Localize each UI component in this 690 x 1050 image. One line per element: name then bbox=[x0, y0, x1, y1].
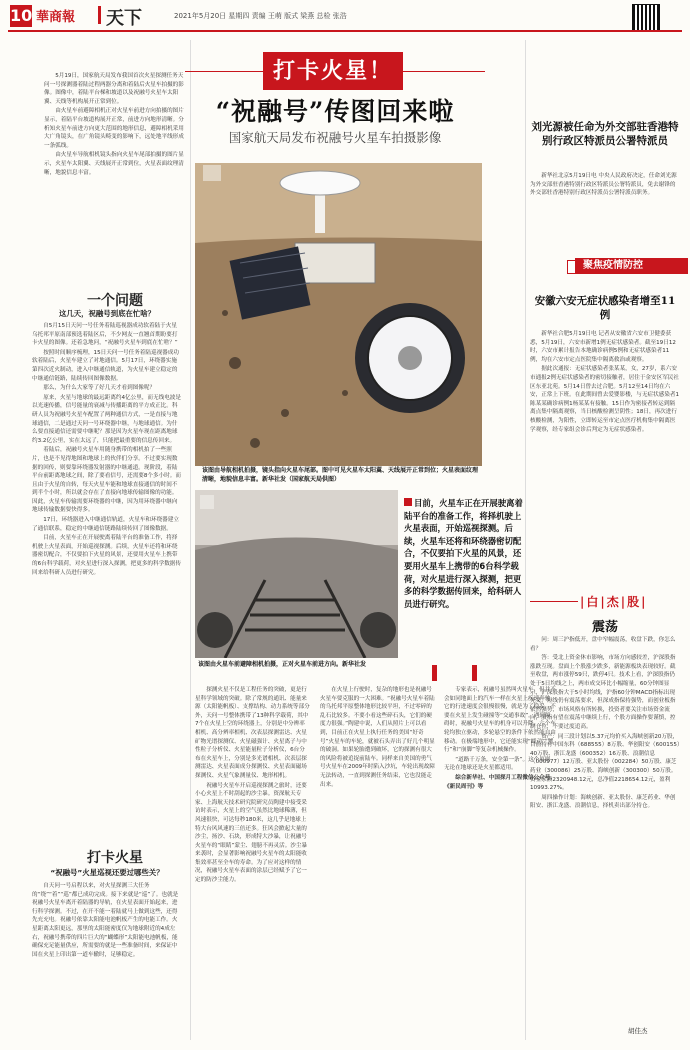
article-body bbox=[32, 322, 182, 837]
paragraph: 那么，为什么大家等了好几天才看到图像呢？ bbox=[43, 385, 156, 392]
lead-paragraph: 5月19日，国家航天局发布我国首次火星探测任务天问一号探测器着陆过程两器分离和着陆后火星车拍摄的影像。图像中，着陆平台梯和坡道以及祝融号火星车太阳翼、天线等机构展开正常到位。 bbox=[44, 73, 184, 105]
column-label: |白|杰|股| bbox=[580, 595, 648, 609]
paragraph: 17日，环绕器进入中继通信轨道，火星车和环绕器建立了通信联系，稳定的中继通信链路陆续传回了图像数据。 bbox=[32, 517, 179, 532]
paragraph: “道路千万条，安全第一条”。这个原则无论在地球还是火星都适用。 bbox=[444, 756, 551, 772]
paragraph: 祝融号火星车开启巡视探测之旅时，还要小心火星上不时刮起的沙尘暴。资深航天专家、上海航天技术研究院研究员陶建中接受采访时表示，火星上的空气虽然比地球稀薄，但风速很快，可达每秒180米，这几乎是地球上特大台风风速的三倍还多。狂风会掀起大量的沙尘，扬沙、石块，形成特大沙暴，让祝融号火星车的“眼睛”蒙尘、翅膀不再灵活。沙尘暴来袭时，会显著影响祝融号火星车的太阳能收集效率甚至全车的寿命。为了应对这样的情况，祝融号火星车表面的涂层已经赋予了它一定的防沙尘能力。 bbox=[195, 782, 308, 884]
section-subheading: “祝融号”火星巡视还要过哪些关？ bbox=[50, 868, 164, 877]
section-subheading: 这几天，祝融号到底在忙啥？ bbox=[58, 309, 156, 318]
photo-caption: 该图由火星车前避障相机拍摄，正对火星车前进方向。新华社发 bbox=[198, 661, 367, 668]
decorative-bar bbox=[432, 665, 437, 681]
banner-headline: 打卡火星！ bbox=[263, 52, 403, 90]
paragraph: 探测火星不仅是工程任务的突破，更是行星科学领域的突破。除了常规的通讯、能量来源（太阳能帆板）、支撑结构、动力系统等部分外，天问一号整体携带了13种科学载荷，其中7个在火星上空的环绕器上，分别是中分辨率相机、高分辨率相机、次表层探测雷达、火星矿物光谱探测仪、火星磁强计、火星离子与中性粒子分析仪、火星能量粒子分析仪，6台分布在火星车上，分别是多光谱相机、次表层探测雷达、火星表面成分探测仪、火星表面磁场探测仪、火星气象测量仪、地形相机。 bbox=[195, 687, 310, 779]
news-body bbox=[530, 330, 680, 570]
page-number: 10 bbox=[10, 6, 33, 25]
mars-surface-image bbox=[195, 163, 482, 466]
mars-rover-rear-photo bbox=[195, 163, 482, 466]
mars-rover-front-photo bbox=[195, 490, 398, 658]
decorative-bar bbox=[472, 665, 477, 681]
news-headline: 安徽六安无症状感染者增至11例 bbox=[534, 295, 676, 321]
qr-code-icon bbox=[632, 4, 660, 32]
side-caption-text: 目前，火星车正在开展驶离着陆平台的准备工作，将择机驶上火星表面，开始巡视探测。后续，火星车还将和环绕器密切配合，不仅要拍下火星的风景，还要用火星车上携带的6台科学载荷，对火星进行深入探测，把更多的科学数据传回来，给科研人员进行研究。 bbox=[404, 498, 523, 609]
paragraph: 着陆后，祝融号火星车用随身携带的相机拍了一些照片，也是不见得地图和地球上的伙伴们分享。不过要实现数据的回传，则要靠环绕器发射器的中继通道。现阶段，着陆平台前距离地球之间，除了要看信号，还需要8个多小时。而且由于火星的自转，每天火星车能和地球直接通信的时间不到半个小时，所以就会存在了直接向地球传输图像的功能。因此，火星车传输需要环绕器的中继，因为用环绕器中继向地球传输数据要快得多。 bbox=[32, 447, 181, 514]
lead-paragraph: 由火星车前避障相机正对火星车前进方向拍摄的图片显示，着陆平台坡道构展开正常，前进方向地形清晰。分析知火星车前进方向更大范围的地形信息，避障相机采用大广角镜头，在广角镜头畸变的影响下，远处地平线形成一条弧线。 bbox=[44, 108, 184, 149]
paragraph: 答：受北上资金休市影响，市场方向感较差，沪深股指涨跌互现。盘面上个股涨少跌多，新能源板块表现较好。截至收盘，两市涨停59只，跌停4只。技术上看，沪深股指仍处于5日均线之上，两市成交环比小幅缩量，60分钟图显示，沪深股指大于5小时均线，沪指60分钟MACD指标出现死叉，短线仍有震荡要求，但深成指保持强势，而创业板指依然强势，市场风格有所转换，投资者要关注市场资金流向，股指有望在震荡中继续上行，个股方面操作要谨慎，控制仓位，不要过度追高。 bbox=[530, 655, 676, 730]
section-heading: 一个问题 bbox=[87, 293, 143, 309]
author-name: 胡佳杰 bbox=[628, 1027, 648, 1035]
lead-text bbox=[44, 72, 184, 270]
news-body bbox=[530, 172, 680, 252]
main-headline: “祝融号”传图回来啦 bbox=[215, 97, 455, 126]
paragraph: 周四操作计划：海峡创新、亚太股份、康芝药业、华创阳安、浙江龙盛、浪潮信息，择机卖出部分持仓。 bbox=[530, 794, 676, 810]
paragraph: 资产：同三段计划以5.37元均价买入海峡创新20万股，目前持有中国东科（688555）8万股、华创阳安（600155）40万股、浙江龙盛（600352）16万股、浪潮信息（000977）12万股、亚太股份（002284）50万股、康芝药业（300086）25万股、海峡创新（300300）50万股。资金余额2320948.12元，总净值2218654.12元，盈利10993.27%。 bbox=[530, 733, 680, 792]
issue-meta: 2021年5月20日 星期四 责编 王萌 版式 梁燕 总检 张浩 bbox=[174, 12, 347, 20]
header-rule bbox=[8, 30, 682, 32]
photo-caption: 该图由导航相机拍摄，镜头指向火星车尾部。图中可见火星车太阳翼、天线展开正常到位；火星表面纹理清晰，地貌信息丰富。新华社发（国家航天局供图） bbox=[202, 467, 479, 483]
paragraph: 在火星上行驶时，复杂的地形也是祝融号火星车要克服的一大困难。“祝融号火星车着陆的乌托邦平原整体地形比较平坦，不过零碎的乱石比较多。不要小看这些碎石头，它们的硬度力很强。”陶建中说，人们从照片上可以看到，目前正在火星上执行任务的美国“好奇号”火星车的车轮，就被石头弄出了好几个明显的破洞。如果轮胎遭到破坏，它的探测有很大的风险将被追捉前陆车。同样来自美国的勇气号火星车在2009年时陷入沙坑，车轮出现故障无法转动，一直到探测任务结束，它也没能走出来。 bbox=[320, 687, 435, 788]
column-rule bbox=[190, 40, 191, 1040]
paragraph: 自天问一号启程以来，对火星探测三大任务的“绕”“着”“巡”都已成功完成。接下来就是“巡”了。也就是祝融号火星车离开着陆器的导轨，在火星表面开始起来，进行科学探测。不过，在开不能一着陆就马上做到这些，还得先充充电。祝融号依靠太阳能电池帆板产生的电能工作。火星距离太阳更远，那里的太阳能密度仅为地球附近的4成左右，祝融号携带的四片巨大的“蝴蝶形”太阳能电池帆板，能确保充足能量供应，所需要的就是一些准备时间，来保证中国在火星上印出第一道车辙时，足够稳定。 bbox=[32, 883, 179, 958]
paragraph: 问：周三沪指低开，盘中窄幅震荡，收盘下跌，你怎么看？ bbox=[530, 637, 676, 652]
paragraph: 自5月15日天问一号任务着陆巡视器成功软着陆于火星乌托邦平原南部预选着陆区后，不少网友一直翘首期盼要打卡火星的图像。还着急地问，“祝融号火星车到底在忙啥？” bbox=[32, 323, 178, 347]
section-heading: 打卡火星 bbox=[87, 850, 143, 866]
article-body bbox=[195, 686, 310, 1026]
news-headline: 刘光源被任命为外交部驻香港特别行政区特派员公署特派员 bbox=[531, 121, 679, 147]
section-divider bbox=[98, 6, 101, 24]
paragraph: 目前，火星车正在开展驶离着陆平台的准备工作，将择机驶上火星表面，开始巡视探测。后续，火星车还将和环绕器密切配合，不仅要拍下火星的风景，还要用火星车上携带的6台科学载荷，对火星进行深入探测，把更多的科学数据传回来给科研人员进行研究。 bbox=[32, 535, 181, 576]
column-label-rule bbox=[530, 601, 578, 602]
section-label: 聚焦疫情防控 bbox=[575, 258, 688, 274]
article-body bbox=[320, 686, 435, 1026]
article-body bbox=[32, 882, 182, 1032]
lead-paragraph: 由火星车导航相机镜头指向火星车尾部拍摄的图片显示，火星车太阳翼、天线展开正常到位，火星表面纹理清晰，地貌信息丰富。 bbox=[44, 152, 184, 176]
front-camera-image bbox=[195, 490, 398, 658]
source-credit: 综合新华社、中国探月工程微信公众号、《新民周刊》等 bbox=[444, 774, 556, 790]
paragraph: 新华社合肥5月19日电 记者从安徽省六安市卫健委获悉，5月19日，六安市新增1例无症状感染者。截至19日12时，六安市累计报告本地确诊病例5例和无症状感染者11例，均在六安市定点医院集中隔离救治或观察。 bbox=[530, 331, 676, 363]
sub-headline: 国家航天局发布祝融号火星车拍摄影像 bbox=[228, 130, 442, 145]
section-title: 天下 bbox=[106, 8, 142, 29]
paragraph: 新华社北京5月19日电 中央人民政府决定，任命刘光源为外交部驻香港特别行政区特派员公署特派员，免去谢锋的外交部驻香港特别行政区特派员公署特派员职务。 bbox=[530, 173, 677, 197]
column-title: 震荡 bbox=[591, 620, 618, 635]
paragraph: 专家表示，祝融号虽然叫火星车，但并不会如同地面上的汽车一样在火星上疾速奔驰，它的行进速度会很慢很慢，就是为了稳妥，不要在火星上发生碰撞等“交通事故”。遇到障碍时，祝融号火星车的机身可以升降，六个车轮均独立驱动，多轮悬空的条件下依然能自由移动。在极端地形中，它还能实现“蠕动”“蟹行”和“崩脚”等复杂机械操作。 bbox=[444, 687, 556, 754]
newspaper-logo: 華商報 bbox=[36, 10, 76, 25]
paragraph: 据此次通报：无症状感染者张某某，女，27岁，系六安市通报2例无症状感染者的密切接触者，居住于金安区军民社区东亚北苑。5月14日曾去过合肥。5月12至14日均在六安，正常上下班。在此期间曾去爱婴影楼，与无症状感染者1陈某某确诊病例1杨某某有接触。15日作为密接者转运到隔离点集中隔离观察，当日核酸检测呈阴性；18日，再次进行核酸检测，为阳性，立即转运至市定点医疗机构集中隔离医学观察，经专家组会诊后判定为无症状感染者。 bbox=[530, 366, 679, 433]
side-caption bbox=[404, 497, 524, 610]
paragraph: 按照时间顺序梳理，15日天问一号任务着陆巡视器成功软着陆后，火星车建立了对地通信。5月17日，环绕器实施第四次近火制动，进入中继通信轨道，为火星车建立稳定的中继通信链路，陆续传回图像数据。 bbox=[32, 349, 179, 382]
paragraph: 原来，火星与地球的最远距离约4亿公里，而无线电波是以光速传播，信号能量的衰减与传播距离的平方成正比。科研人员为祝融号火星车配置了两种通信方式，一是直接与地球通信，二是通过天问一号环绕器中继，与地球通信。为什么要直接通信还需要中继呢？那是因为火星车现在距离地球约3.2亿公里，实在太远了，只能把最重要的信息传回来。 bbox=[32, 394, 181, 444]
stock-column-body bbox=[530, 636, 680, 1011]
